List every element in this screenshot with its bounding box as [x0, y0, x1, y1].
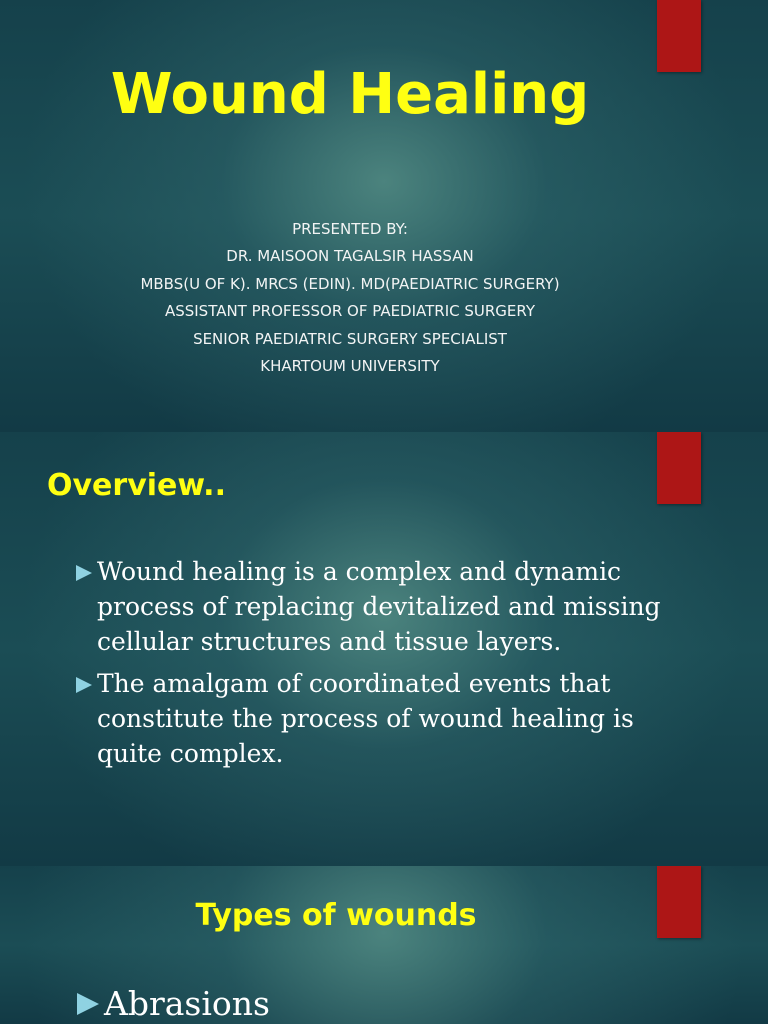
accent-bar [657, 432, 701, 504]
play-arrow-icon [76, 565, 92, 581]
presenter-line: MBBS(U OF K). MRCS (EDIN). MD(PAEDIATRIC SURGERY) [140, 274, 560, 293]
presenter-line: PRESENTED BY: [292, 220, 408, 238]
presenter-line: ASSISTANT PROFESSOR OF PAEDIATRIC SURGERY [164, 302, 536, 321]
types-slide [0, 866, 768, 1024]
presenter-line: SENIOR PAEDIATRIC SURGERY SPECIALIST [193, 329, 507, 348]
bullet-text: Wound healing is a complex and dynamic process of replacing devitalized and missing cellular structures and tissue layers. [97, 557, 661, 656]
presenter-info [0, 218, 700, 382]
play-arrow-icon [77, 993, 99, 1015]
presenter-line: KHARTOUM UNIVERSITY [260, 356, 440, 375]
slide-heading: Types of wounds [195, 898, 477, 933]
list-item [76, 554, 676, 659]
slide-title: Wound Healing [110, 62, 590, 127]
play-arrow-icon [76, 677, 92, 693]
list-item [77, 984, 637, 1024]
bullet-list [77, 984, 637, 1024]
list-item [76, 666, 676, 771]
title-slide [0, 0, 768, 432]
overview-slide [0, 432, 768, 866]
bullet-list [76, 554, 676, 778]
bullet-text: Abrasions [104, 984, 270, 1023]
slide-heading: Overview.. [47, 468, 226, 503]
bullet-text: The amalgam of coordinated events that constitute the process of wound healing is quite complex. [97, 669, 634, 768]
presenter-line: DR. MAISOON TAGALSIR HASSAN [226, 247, 474, 266]
